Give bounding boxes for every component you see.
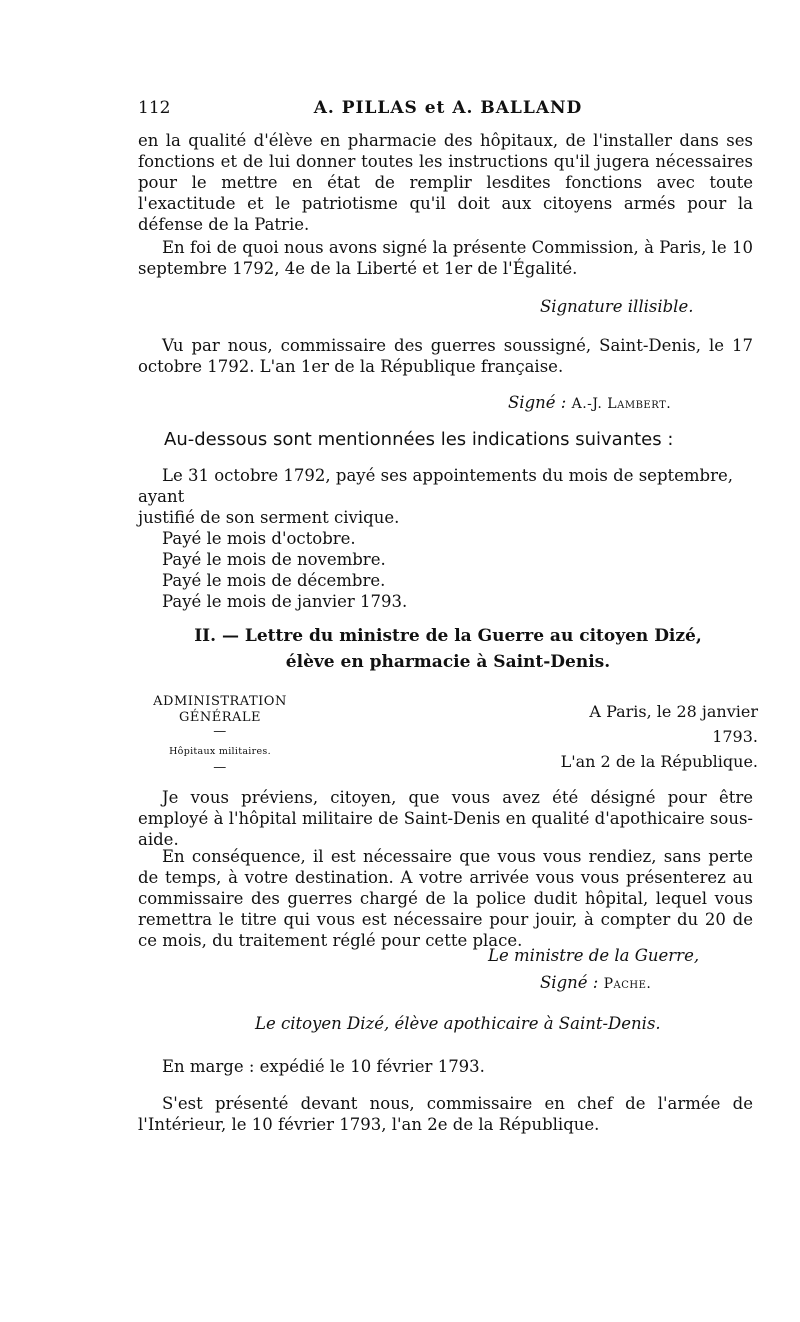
address-line: Le citoyen Dizé, élève apothicaire à Saint-Denis. <box>255 1014 661 1033</box>
signe-label-2: Signé : <box>540 973 599 992</box>
payment-line: Payé le mois d'octobre. <box>162 529 356 548</box>
date-line-1: A Paris, le 28 janvier 1793. <box>589 702 758 746</box>
signature-ministre: Le ministre de la Guerre, <box>488 946 700 965</box>
signatory-name-2: Pache. <box>603 976 652 992</box>
admin-dash: — <box>213 724 227 739</box>
administration-block <box>150 694 290 774</box>
paragraph-vu-par-nous: Vu par nous, commissaire des guerres soussigné, Saint-Denis, le 17 octobre 1792. L'an 1er de la République française. <box>138 336 753 376</box>
page-header <box>138 98 758 122</box>
signature-illisible: Signature illisible. <box>540 297 694 316</box>
signature-pache <box>540 972 651 995</box>
page-number: 112 <box>138 98 171 118</box>
paragraph-en-marge: En marge : expédié le 10 février 1793. <box>162 1057 485 1076</box>
payments-list <box>138 465 758 612</box>
admin-line-2: GÉNÉRALE <box>178 710 262 725</box>
signe-label: Signé : <box>508 393 567 412</box>
running-title: A. PILLAS et A. BALLAND <box>313 98 583 118</box>
signatory-name: A.-J. Lambert. <box>571 396 672 412</box>
payment-line: Payé le mois de novembre. <box>162 550 386 569</box>
signature-lambert <box>508 392 671 415</box>
admin-line-1: ADMINISTRATION <box>153 694 287 709</box>
payment-line: Payé le mois de décembre. <box>162 571 386 590</box>
date-line-2: L'an 2 de la République. <box>560 752 758 771</box>
admin-dash-2: — <box>213 760 227 775</box>
section-title-line-1: II. — Lettre du ministre de la Guerre au citoyen Dizé, <box>194 626 702 646</box>
paragraph-je-vous-previens: Je vous préviens, citoyen, que vous avez été désigné pour être employé à l'hôpital militaire de Saint-Denis en qualité d'apothicaire sous-aide. <box>138 788 753 849</box>
paragraph-s-est-presente: S'est présenté devant nous, commissaire en chef de l'armée de l'Intérieur, le 10 février 1793, l'an 2e de la République. <box>138 1094 753 1134</box>
paragraph-en-consequence: En conséquence, il est nécessaire que vous vous rendiez, sans perte de temps, à votre destination. A votre arrivée vous vous présenterez au commissaire des guerres chargé de la police dudit hôpital, lequel vous remettra le titre qui vous est nécessaire pour jouir, à compter du 20 de ce mois, du traitement réglé pour cette place. <box>138 847 753 950</box>
payment-line: Payé le mois de janvier 1793. <box>162 592 408 611</box>
payment-line: justifié de son serment civique. <box>138 508 400 527</box>
date-block <box>553 699 758 774</box>
au-dessous-heading: Au-dessous sont mentionnées les indications suivantes : <box>164 429 674 450</box>
admin-line-3: Hôpitaux militaires. <box>169 746 271 757</box>
paragraph-en-foi: En foi de quoi nous avons signé la présente Commission, à Paris, le 10 septembre 1792, 4e de la Liberté et 1er de l'Égalité. <box>138 238 753 278</box>
paragraph-commission-end: en la qualité d'élève en pharmacie des hôpitaux, de l'installer dans ses fonctions et de lui donner toutes les instructions qu'il jugera nécessaires pour le mettre en état de remplir lesdites fonctions avec toute l'exactitude et le patriotisme qu'il doit aux citoyens armés pour la défense de la Patrie. <box>138 131 753 234</box>
section-title-line-2: élève en pharmacie à Saint-Denis. <box>285 652 611 672</box>
payment-line: Le 31 octobre 1792, payé ses appointements du mois de septembre, ayant <box>138 466 734 506</box>
